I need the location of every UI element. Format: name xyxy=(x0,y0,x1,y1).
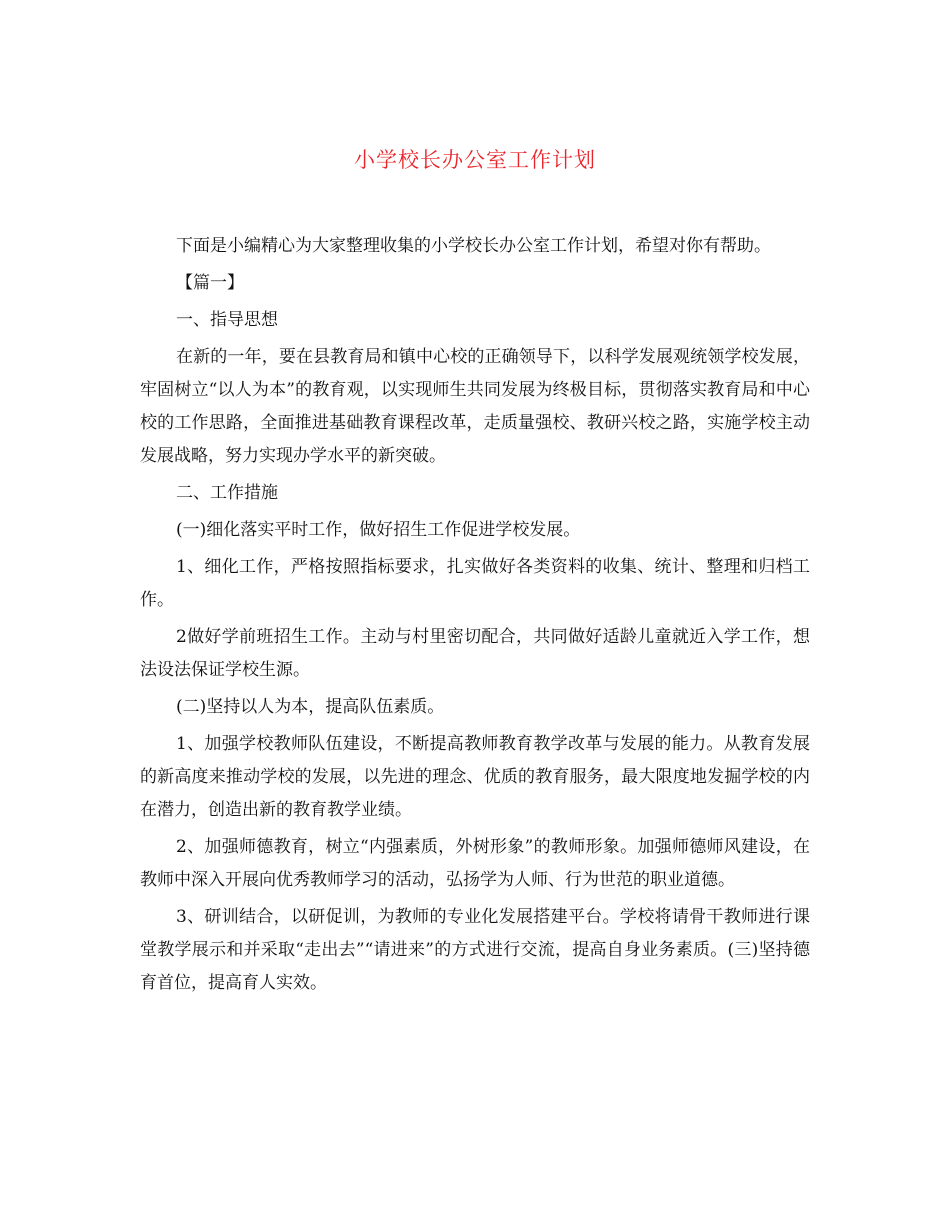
subheading-2: (二)坚持以人为本，提高队伍素质。 xyxy=(176,697,445,717)
paragraph-guiding-ideology: 在新的一年，要在县教育局和镇中心校的正确领导下，以科学发展观统领学校发展，牢固树立“以人为本”的教育观，以实现师生共同发展为终极目标，贯彻落实教育局和中心校的工作思路，全面推进基础教育课程改革，走质量强校、教研兴校之路，实施学校主动发展战略，努力实现办学水平的新突破。 xyxy=(140,347,810,466)
document-body xyxy=(140,230,810,1004)
subheading-1: (一)细化落实平时工作，做好招生工作促进学校发展。 xyxy=(176,520,581,540)
paragraph-item-1-1: 1、细化工作，严格按照指标要求，扎实做好各类资料的收集、统计、整理和归档工作。 xyxy=(140,557,810,610)
paragraph-item-1-2: 2做好学前班招生工作。主动与村里密切配合，共同做好适龄儿童就近入学工作，想法设法保证学校生源。 xyxy=(140,627,810,680)
paragraph-item-2-3: 3、研训结合，以研促训，为教师的专业化发展搭建平台。学校将请骨干教师进行课堂教学展示和并采取“走出去”“请进来”的方式进行交流，提高自身业务素质。(三)坚持德育首位，提高育人实效。 xyxy=(140,907,810,993)
heading-work-measures: 二、工作措施 xyxy=(176,483,278,503)
document-title: 小学校长办公室工作计划 xyxy=(354,148,596,172)
paragraph-item-2-1: 1、加强学校教师队伍建设，不断提高教师教育教学改革与发展的能力。从教育发展的新高度来推动学校的发展，以先进的理念、优质的教育服务，最大限度地发掘学校的内在潜力，创造出新的教育教学业绩。 xyxy=(140,734,810,820)
heading-guiding-ideology: 一、指导思想 xyxy=(176,310,278,330)
section-marker: 【篇一】 xyxy=(176,273,244,293)
paragraph-item-2-2: 2、加强师德教育，树立“内强素质，外树形象”的教师形象。加强师德师风建设，在教师中深入开展向优秀教师学习的活动，弘扬学为人师、行为世范的职业道德。 xyxy=(140,837,810,890)
intro-paragraph: 下面是小编精心为大家整理收集的小学校长办公室工作计划，希望对你有帮助。 xyxy=(176,236,771,256)
